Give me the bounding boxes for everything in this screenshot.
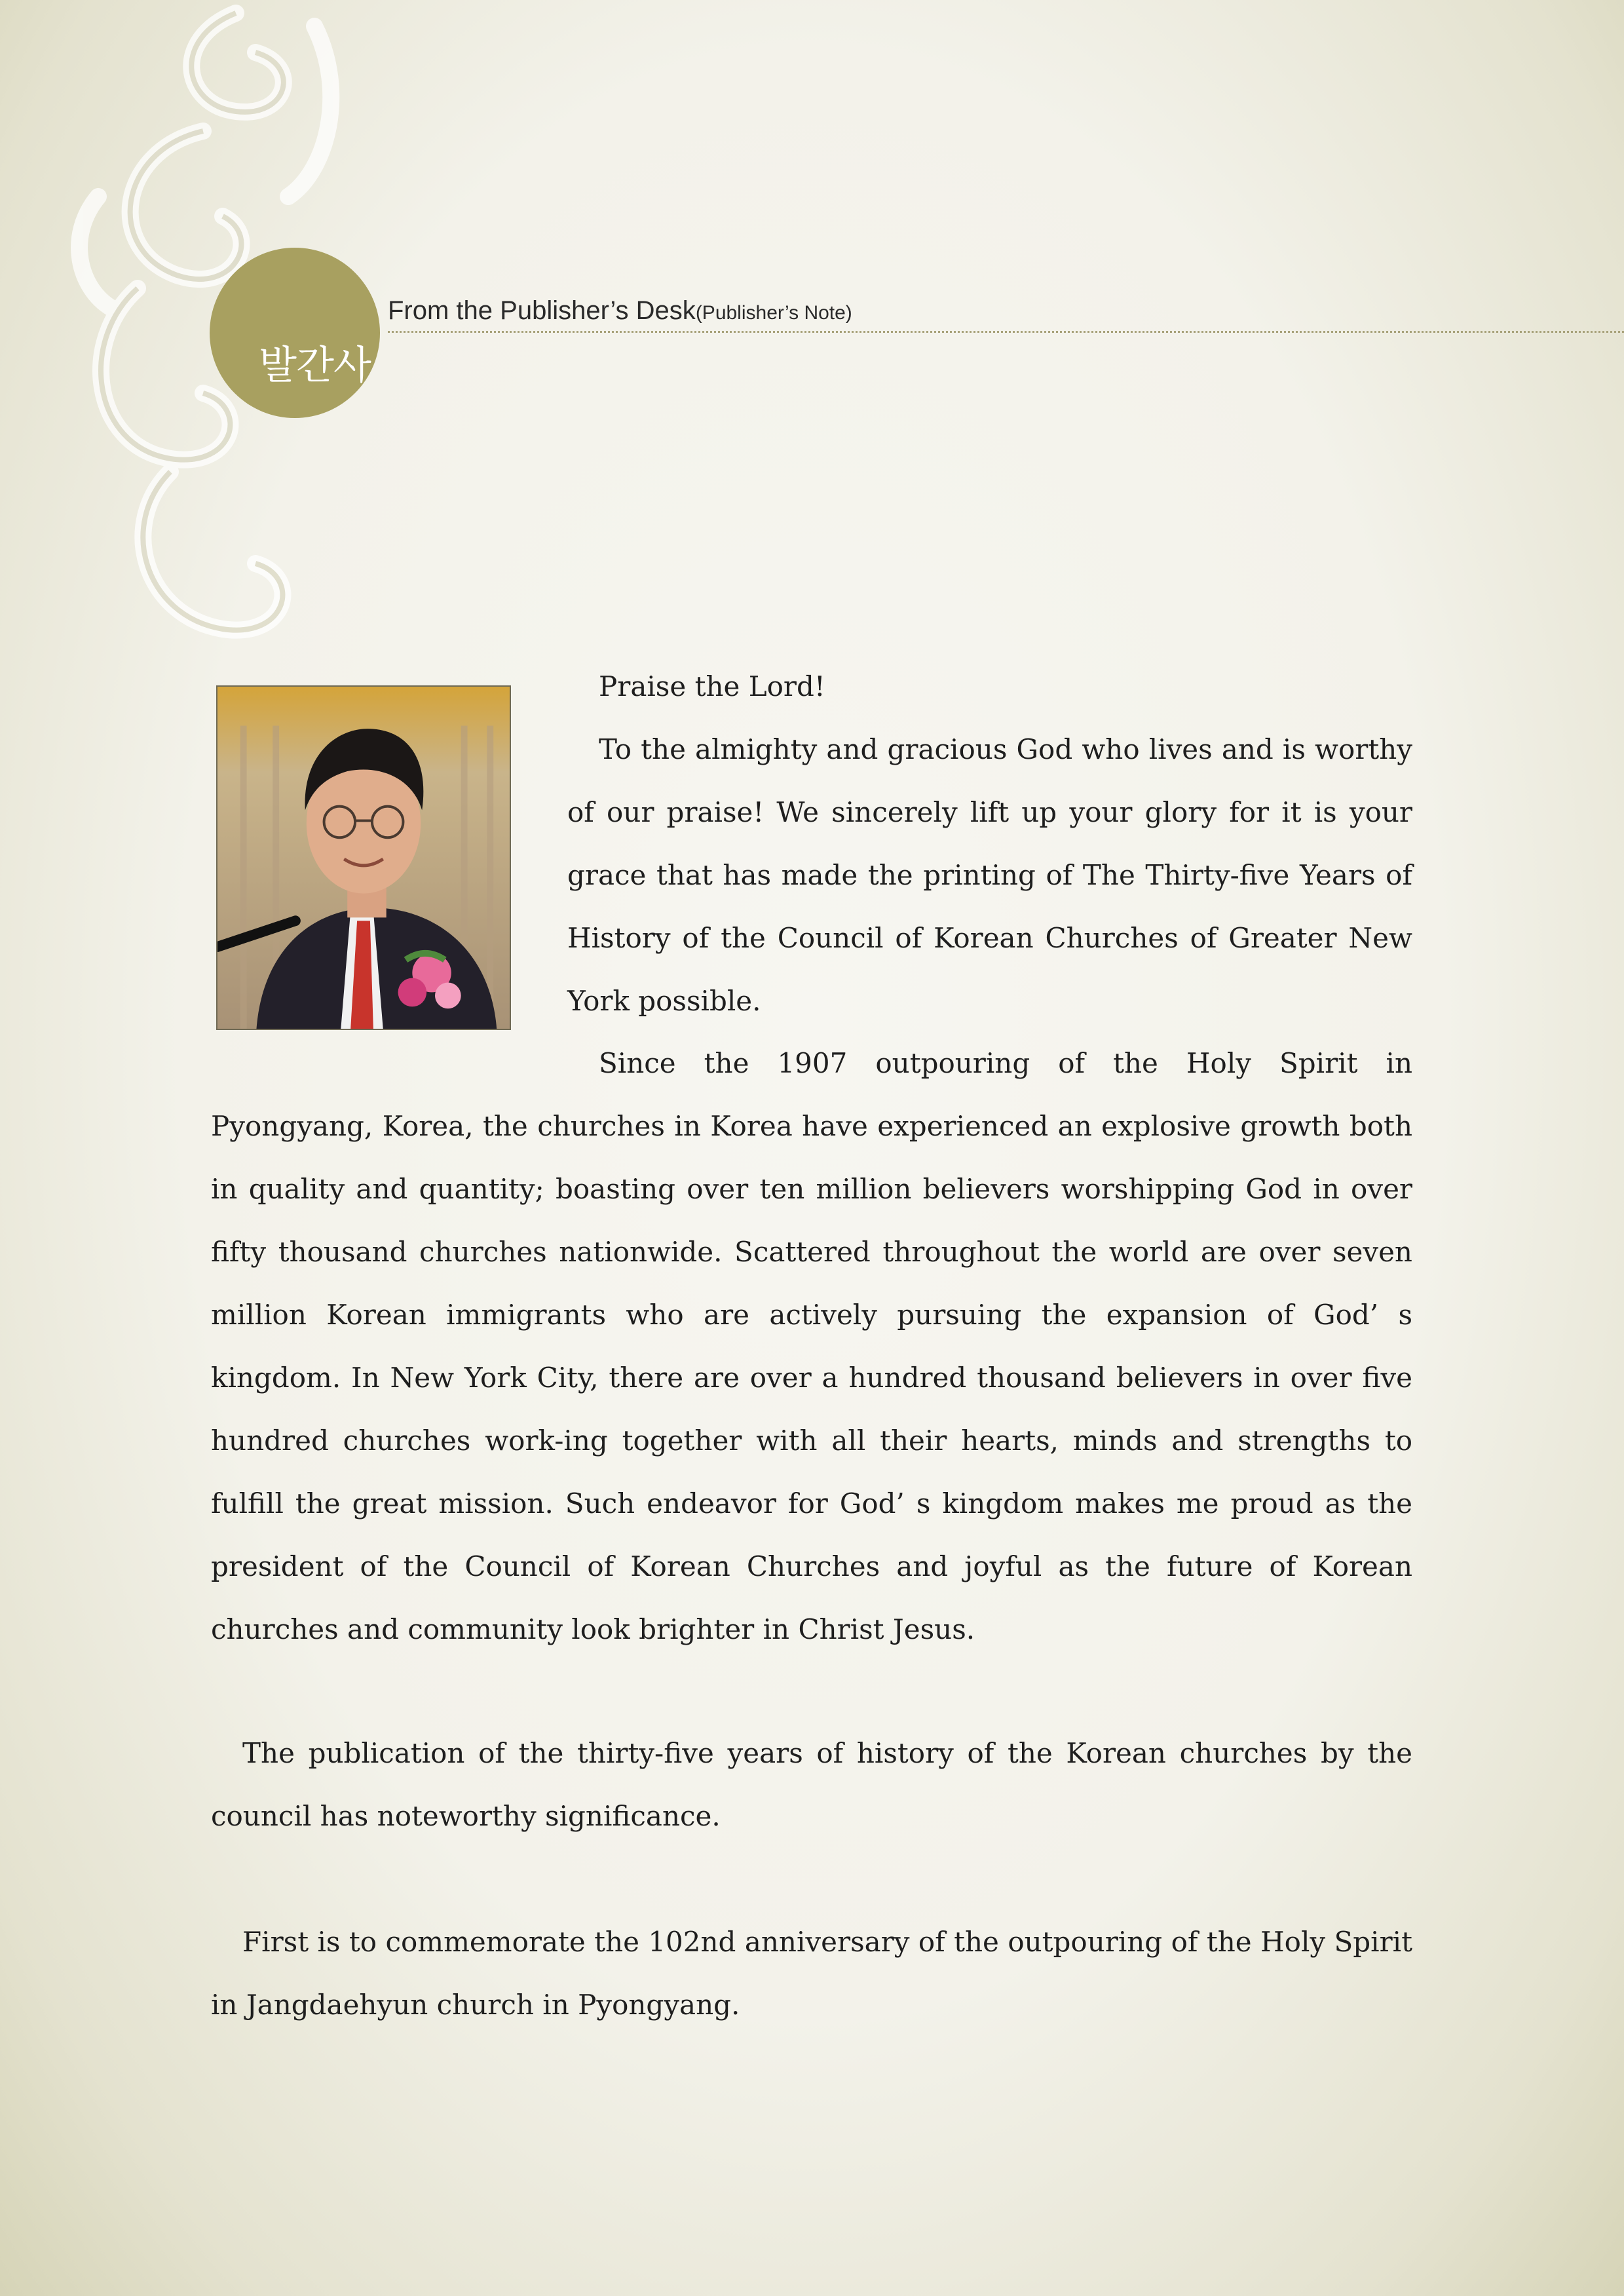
section-badge [210,248,380,418]
body-paragraph-2: Since the 1907 outpouring of the Holy Spirit in Pyongyang, Korea, the churches in Korea have experienced an explosive growth both in quality and quantity; boasting over ten million believers worshipping God in over fifty thousand churches nationwide. Scattered throughout the world are over seven million Korean immigrants who are actively pursuing the expansion of God’ s kingdom. In New York City, there are over a hundred thousand believers in over five hundred churches work-ing together with all their hearts, minds and strengths to fulfill the great mission. Such endeavor for God’ s kingdom makes me proud as the president of the Council of Korean Churches and joyful as the future of Korean churches and community look brighter in Christ Jesus. [211,1047,1412,1645]
body-paragraph-1: To the almighty and gracious God who lives and is worthy of our praise! We sincerely lift up your glory for it is your grace that has made the printing of The Thirty-five Years of History of the Council of Korean Churches of Greater New York possible. [567,733,1412,1017]
header-divider [388,331,1624,333]
body-paragraph-3: The publication of the thirty-five years of history of the Korean churches by the council has noteworthy significance. [211,1737,1412,1832]
section-badge-label: 발간사 [259,343,371,389]
publisher-portrait-photo-icon [217,687,510,1029]
page-title-main: From the Publisher’s Desk [388,296,696,325]
greeting-paragraph: Praise the Lord! [599,670,825,702]
page-title [388,296,852,326]
publisher-portrait [216,685,511,1030]
page-title-subtitle: (Publisher’s Note) [695,302,852,324]
body-paragraph-4: First is to commemorate the 102nd anniversary of the outpouring of the Holy Spirit in Jangdaehyun church in Pyongyang. [211,1926,1412,2021]
